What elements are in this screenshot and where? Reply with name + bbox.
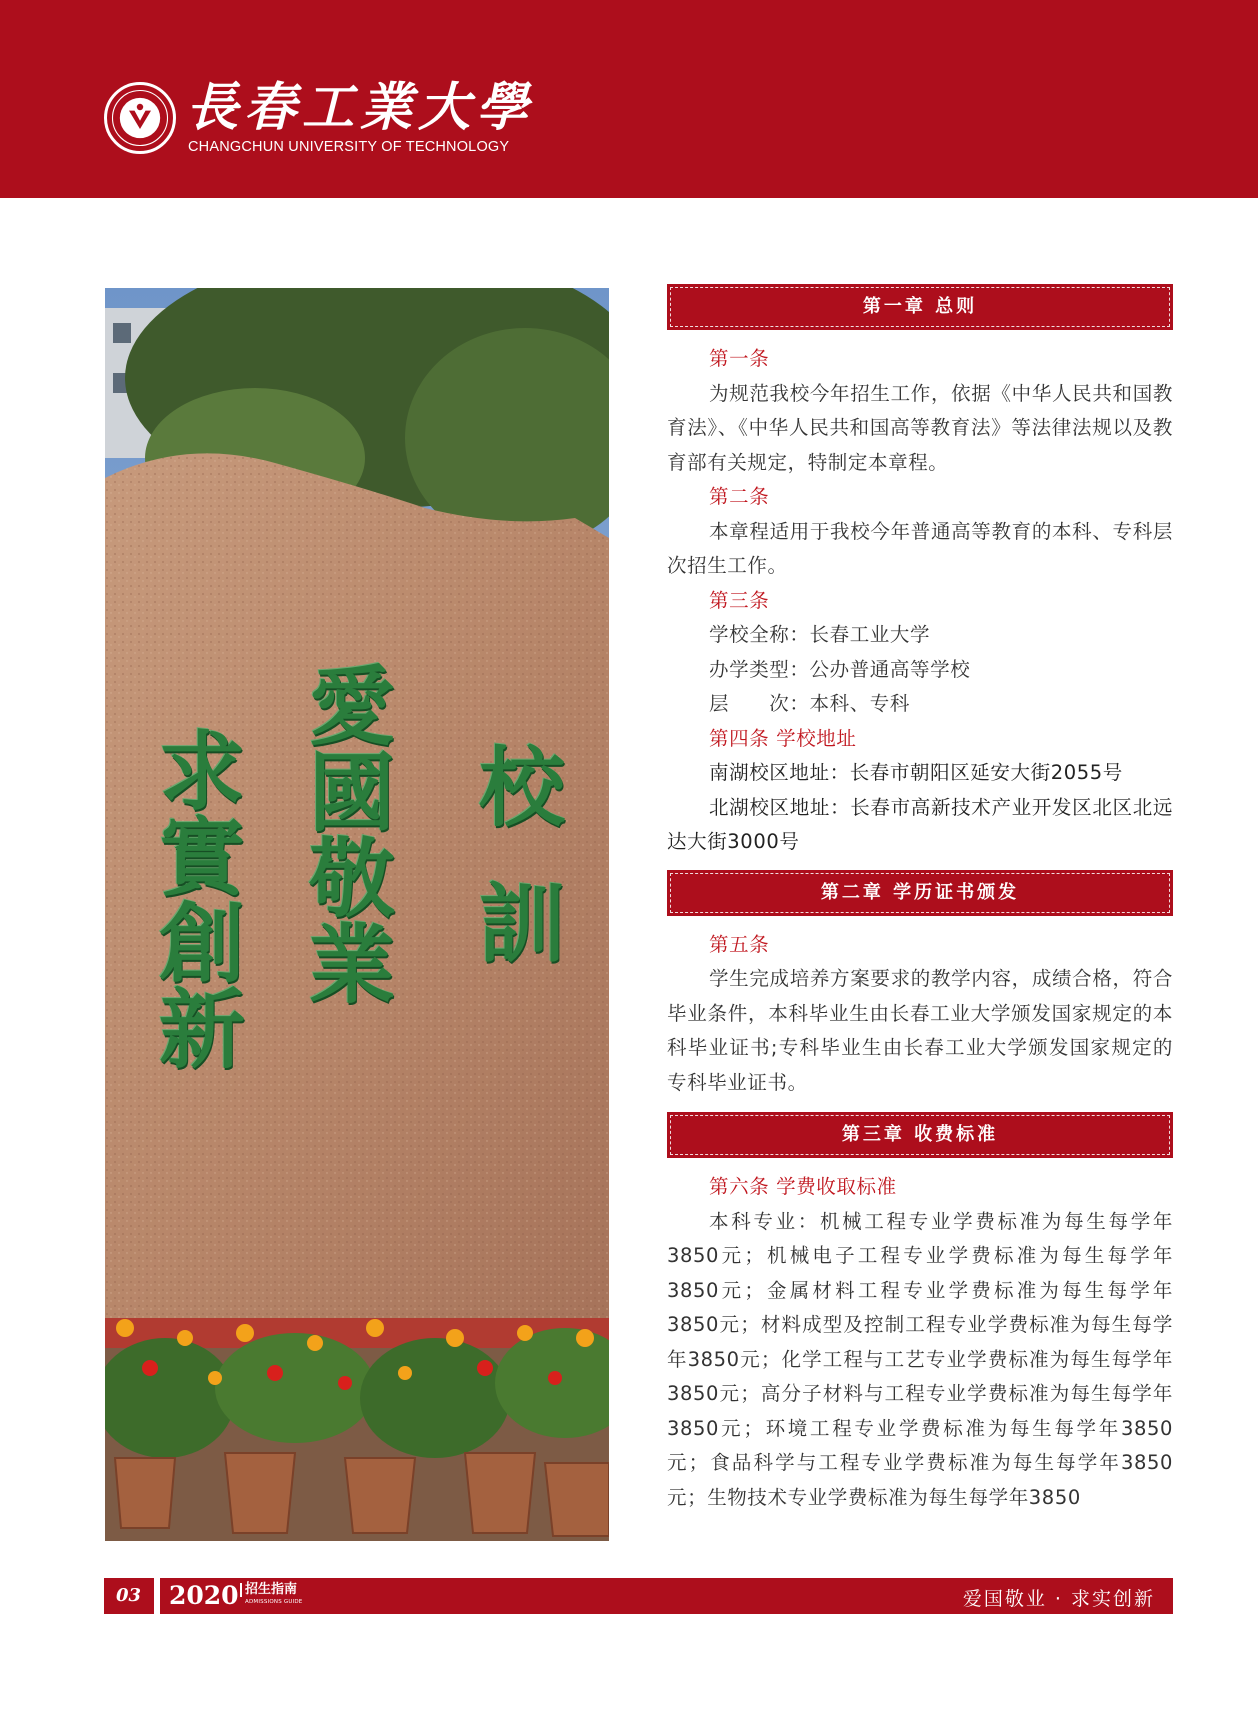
campus-stone-photo [105,288,609,1541]
article-4-line-1: 南湖校区地址：长春市朝阳区延安大街2055号 [709,761,1123,784]
university-name-en: CHANGCHUN UNIVERSITY OF TECHNOLOGY [188,139,510,155]
article-6-body: 本科专业：机械工程专业学费标准为每生每学年3850元；机械电子工程专业学费标准为每生每学年3850元；金属材料工程专业学费标准为每生每学年3850元；材料成型及控制工程专业学费标准为每生每学年3850元；化学工程与工艺专业学费标准为每生每学年3850元；高分子材料与工程专业学费标准为每生每学年3850元；环境工程专业学费标准为每生每学年3850元；食品科学与工程专业学费标准为每生每学年3850元；生物技术专业学费标准为每生每学年3850 [667,1209,1173,1509]
footer-divider [154,1578,160,1614]
article-3-line-2: 办学类型：公办普通高等学校 [709,657,971,681]
stone-motto-col1: 求實創新 [144,726,245,1070]
article-1-title: 第一条 [709,347,770,370]
article-2-body: 本章程适用于我校今年普通高等教育的本科、专科层次招生工作。 [667,519,1173,577]
chapter-heading-2: 第二章 学历证书颁发 [667,870,1173,916]
article-4-line-2: 北湖校区地址：长春市高新技术产业开发区北区北远达大街3000号 [667,795,1173,853]
university-seal-icon [104,82,176,154]
article-3-line-1: 学校全称：长春工业大学 [709,623,931,646]
header-banner [0,0,1258,198]
footer-guide-cn: 招生指南 [240,1583,297,1597]
footer-year: 2020 [169,1581,239,1610]
chapter-heading-3: 第三章 收费标准 [667,1112,1173,1158]
footer-bar [104,1578,1173,1614]
chapter-heading-1: 第一章 总则 [667,284,1173,330]
article-5-body: 学生完成培养方案要求的教学内容，成绩合格，符合毕业条件，本科毕业生由长春工业大学颁发国家规定的本科毕业证书;专科毕业生由长春工业大学颁发国家规定的专科毕业证书。 [667,967,1173,1094]
article-3-line-3: 层 次：本科、专科 [709,692,911,715]
article-1-body: 为规范我校今年招生工作，依据《中华人民共和国教育法》、《中华人民共和国高等教育法》等法律法规以及教育部有关规定，特制定本章程。 [667,381,1173,474]
stone-motto-col3: 校訓 [464,742,565,1014]
article-4-title: 第四条 学校地址 [709,726,857,750]
footer-guide-en: ADMISSIONS GUIDE [245,1599,303,1605]
article-3-title: 第三条 [709,588,770,612]
article-2-title: 第二条 [709,485,770,508]
page-number: 03 [116,1585,142,1606]
footer-motto: 爱国敬业 · 求实创新 [962,1588,1155,1610]
university-name-cn: 長春工業大學 [186,77,535,138]
article-6-title: 第六条 学费收取标准 [709,1175,897,1198]
regulations-column [667,284,1173,1515]
stone-motto-col2: 愛國敬業 [294,661,395,1005]
article-5-title: 第五条 [709,932,770,956]
